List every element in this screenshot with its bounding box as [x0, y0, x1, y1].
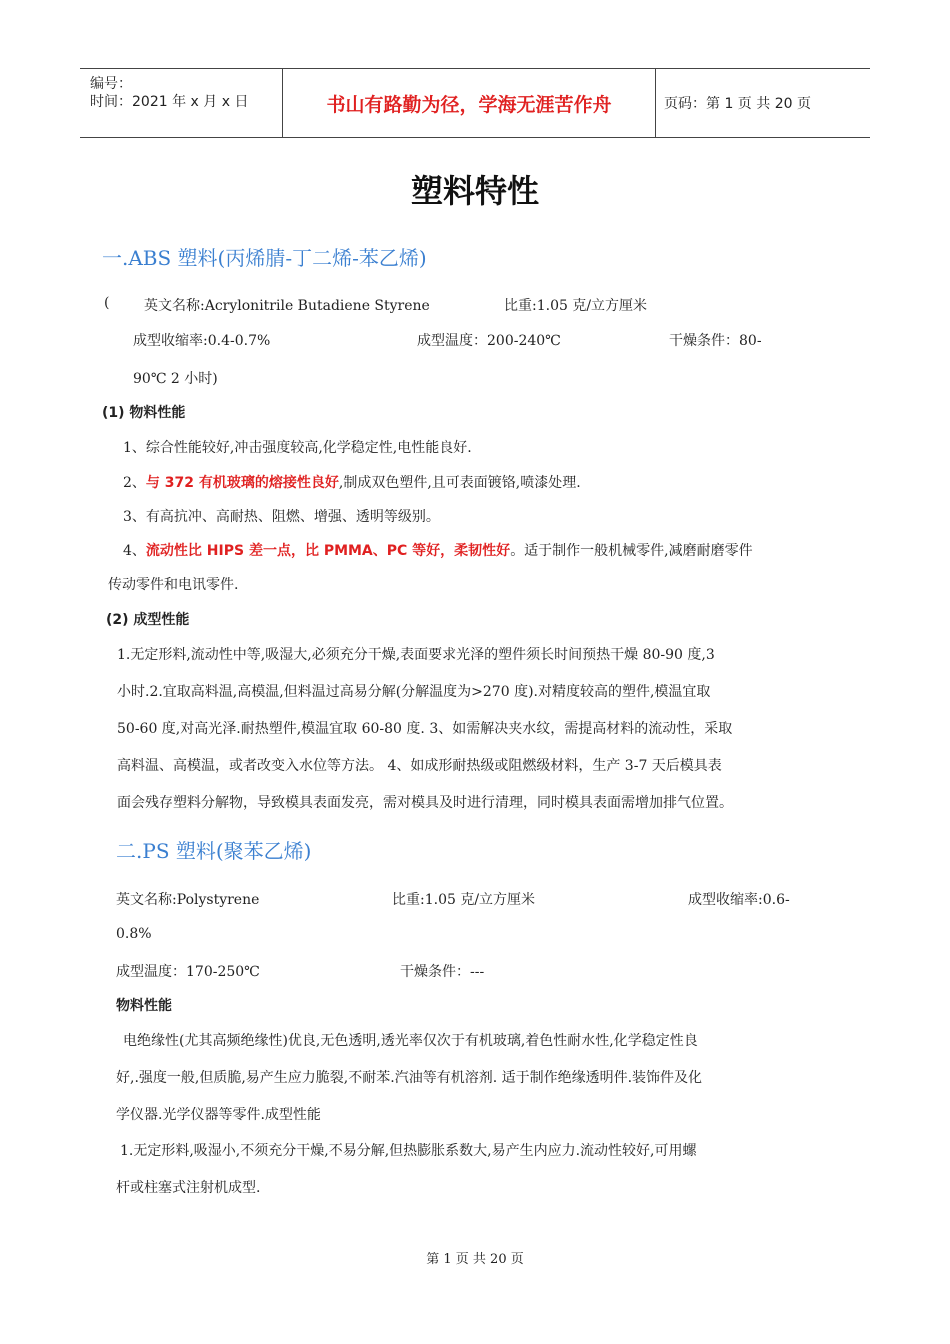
- info-dry: 干燥条件：80-: [669, 333, 762, 349]
- info-english: 英文名称:Acrylonitrile Butadiene Styrene: [144, 298, 430, 314]
- info-dry: 干燥条件：---: [400, 964, 485, 980]
- number-label: 编号：: [90, 76, 132, 92]
- highlight-text: 与 372 有机玻璃的熔接性良好: [145, 475, 339, 491]
- paragraph: 1.无定形料,流动性中等,吸湿大,必须充分干燥,表面要求光泽的塑件须长时间预热干燥 80-90 度,3: [117, 647, 715, 663]
- page-label: 页码：第 1 页 共 20 页: [664, 96, 811, 112]
- paragraph: 面会残存塑料分解物，导致模具表面发亮，需对模具及时进行清理，同时模具表面需增加排气位置。: [117, 795, 733, 811]
- subheading-material: 物料性能: [116, 998, 172, 1014]
- info-density: 比重:1.05 克/立方厘米: [392, 892, 536, 908]
- info-shrink-cont: 0.8%: [116, 926, 152, 942]
- motto: 书山有路勤为径，学海无涯苦作舟: [282, 69, 656, 137]
- paragraph: 高料温、高模温，或者改变入水位等方法。 4、如成形耐热级或阻燃级材料，生产 3-7 天后模具表: [117, 758, 722, 774]
- info-dry-cont: 90℃ 2 小时): [133, 371, 218, 387]
- page-footer: 第 1 页 共 20 页: [426, 1252, 524, 1267]
- info-paren: (: [104, 295, 110, 311]
- time-label: 时间：2021 年 x 月 x 日: [90, 94, 249, 110]
- info-temp: 成型温度：170-250℃: [116, 964, 260, 980]
- header-meta: [80, 69, 282, 137]
- info-english: 英文名称:Polystyrene: [116, 892, 260, 908]
- subheading-molding: (2) 成型性能: [106, 612, 190, 628]
- info-shrink: 成型收缩率:0.6-: [688, 892, 790, 908]
- paragraph: 4、流动性比 HIPS 差一点，比 PMMA、PC 等好，柔韧性好。适于制作一般机械零件,减磨耐磨零件: [123, 543, 753, 559]
- info-shrink: 成型收缩率:0.4-0.7%: [133, 333, 271, 349]
- info-density: 比重:1.05 克/立方厘米: [504, 298, 648, 314]
- paragraph: 1、综合性能较好,冲击强度较高,化学稳定性,电性能良好.: [123, 440, 472, 456]
- section-heading-ps: 二.PS 塑料(聚苯乙烯): [116, 839, 312, 863]
- paragraph: 50-60 度,对高光泽.耐热塑件,模温宜取 60-80 度. 3、如需解决夹水纹，需提高材料的流动性，采取: [117, 721, 733, 737]
- paragraph: 2、与 372 有机玻璃的熔接性良好,制成双色塑件,且可表面镀铬,喷漆处理.: [123, 475, 581, 491]
- paragraph: 好,.强度一般,但质脆,易产生应力脆裂,不耐苯.汽油等有机溶剂. 适于制作绝缘透明件.装饰件及化: [116, 1070, 703, 1086]
- info-temp: 成型温度：200-240℃: [417, 333, 561, 349]
- highlight-text: 流动性比 HIPS 差一点，比 PMMA、PC 等好，柔韧性好: [145, 543, 511, 559]
- paragraph: 学仪器.光学仪器等零件.成型性能: [116, 1107, 321, 1123]
- section-heading-abs: 一.ABS 塑料(丙烯腈-丁二烯-苯乙烯): [102, 246, 427, 270]
- paragraph: 电绝缘性(尤其高频绝缘性)优良,无色透明,透光率仅次于有机玻璃,着色性耐水性,化学稳定性良: [123, 1033, 698, 1049]
- page-title: 塑料特性: [410, 172, 539, 210]
- page-header: [80, 68, 870, 138]
- paragraph: 3、有高抗冲、高耐热、阻燃、增强、透明等级别。: [123, 509, 440, 525]
- paragraph: 杆或柱塞式注射机成型.: [116, 1180, 261, 1196]
- subheading-material: (1) 物料性能: [102, 405, 186, 421]
- paragraph: 1.无定形料,吸湿小,不须充分干燥,不易分解,但热膨胀系数大,易产生内应力.流动性较好,可用螺: [120, 1143, 697, 1159]
- paragraph: 小时.2.宜取高料温,高模温,但料温过高易分解(分解温度为>270 度).对精度较高的塑件,模温宜取: [117, 684, 711, 700]
- paragraph: 传动零件和电讯零件.: [108, 577, 239, 593]
